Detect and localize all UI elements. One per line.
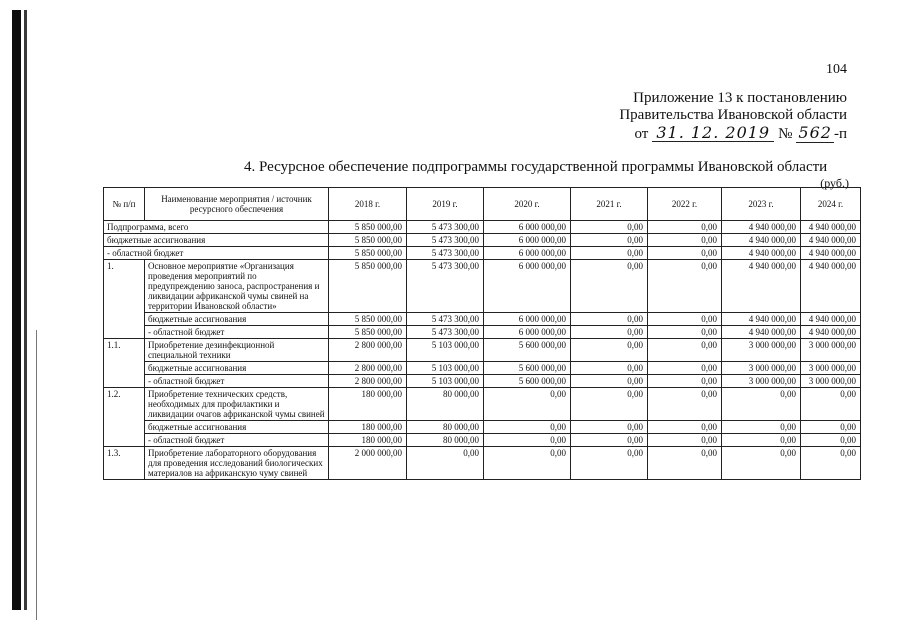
- table-cell-value: 0,00: [648, 434, 722, 447]
- summary-row-label: Подпрограмма, всего: [104, 221, 329, 234]
- table-cell-value: 5 473 300,00: [407, 313, 484, 326]
- funding-source-label: - областной бюджет: [145, 434, 329, 447]
- activity-number: 1.: [104, 260, 145, 339]
- table-cell-value: 0,00: [648, 221, 722, 234]
- table-cell-value: 0,00: [801, 447, 861, 480]
- activity-name: Приобретение технических средств, необходимых для профилактики и ликвидации очагов африканской чумы свиней: [145, 388, 329, 421]
- header-2019: 2019 г.: [407, 188, 484, 221]
- table-cell-value: 0,00: [722, 388, 801, 421]
- header-2021: 2021 г.: [571, 188, 648, 221]
- activity-number: 1.1.: [104, 339, 145, 388]
- units-label: (руб.): [820, 176, 849, 190]
- header-2018: 2018 г.: [329, 188, 407, 221]
- table-cell-value: 0,00: [648, 388, 722, 421]
- table-cell-value: 80 000,00: [407, 421, 484, 434]
- activity-row: [104, 388, 861, 421]
- table-cell-value: 5 850 000,00: [329, 260, 407, 313]
- table-cell-value: 5 103 000,00: [407, 375, 484, 388]
- appendix-line-2: Правительства Ивановской области: [619, 107, 847, 123]
- header-num: № п/п: [104, 188, 145, 221]
- handwritten-number: 562: [798, 123, 832, 142]
- header-2024: 2024 г.: [801, 188, 861, 221]
- resource-table: [103, 187, 861, 480]
- table-cell-value: 5 103 000,00: [407, 362, 484, 375]
- table-cell-value: 3 000 000,00: [722, 339, 801, 362]
- table-cell-value: 0,00: [571, 326, 648, 339]
- table-cell-value: 0,00: [571, 221, 648, 234]
- table-cell-value: 0,00: [801, 421, 861, 434]
- table-cell-value: 0,00: [648, 247, 722, 260]
- from-label: от: [634, 126, 649, 142]
- table-cell-value: 4 940 000,00: [801, 234, 861, 247]
- funding-source-row: [104, 434, 861, 447]
- table-cell-value: 0,00: [484, 434, 571, 447]
- table-cell-value: 0,00: [484, 388, 571, 421]
- table-header-row: [104, 188, 861, 221]
- table-cell-value: 5 473 300,00: [407, 326, 484, 339]
- table-cell-value: 5 473 300,00: [407, 221, 484, 234]
- table-cell-value: 0,00: [571, 375, 648, 388]
- table-cell-value: 80 000,00: [407, 434, 484, 447]
- table-cell-value: 5 850 000,00: [329, 326, 407, 339]
- table-cell-value: 3 000 000,00: [801, 339, 861, 362]
- table-cell-value: 180 000,00: [329, 421, 407, 434]
- table-cell-value: 4 940 000,00: [801, 247, 861, 260]
- table-cell-value: 0,00: [722, 447, 801, 480]
- table-cell-value: 0,00: [407, 447, 484, 480]
- scan-edge-shadow: [12, 10, 21, 610]
- appendix-line-1: Приложение 13 к постановлению: [633, 90, 847, 106]
- table-cell-value: 5 850 000,00: [329, 247, 407, 260]
- activity-number: 1.3.: [104, 447, 145, 480]
- table-cell-value: 4 940 000,00: [801, 313, 861, 326]
- funding-source-label: бюджетные ассигнования: [145, 362, 329, 375]
- activity-row: [104, 447, 861, 480]
- table-cell-value: 80 000,00: [407, 388, 484, 421]
- table-cell-value: 0,00: [648, 421, 722, 434]
- scan-edge-shadow-secondary: [24, 10, 27, 610]
- activity-name: Основное мероприятие «Организация проведения мероприятий по предупреждению заноса, распространения и ликвидации африканской чумы свиней на территории Ивановской области»: [145, 260, 329, 313]
- funding-source-row: [104, 326, 861, 339]
- table-cell-value: 0,00: [484, 421, 571, 434]
- table-cell-value: 0,00: [648, 447, 722, 480]
- table-cell-value: 180 000,00: [329, 434, 407, 447]
- table-cell-value: 2 800 000,00: [329, 375, 407, 388]
- table-cell-value: 0,00: [801, 388, 861, 421]
- table-cell-value: 2 800 000,00: [329, 362, 407, 375]
- table-cell-value: 0,00: [571, 247, 648, 260]
- table-cell-value: 0,00: [648, 234, 722, 247]
- summary-row: [104, 247, 861, 260]
- table-cell-value: 5 473 300,00: [407, 260, 484, 313]
- table-body: [104, 221, 861, 480]
- table-cell-value: 0,00: [571, 434, 648, 447]
- table-cell-value: 0,00: [484, 447, 571, 480]
- table-cell-value: 0,00: [648, 260, 722, 313]
- table-cell-value: 5 850 000,00: [329, 234, 407, 247]
- summary-row: [104, 221, 861, 234]
- table-cell-value: 6 000 000,00: [484, 260, 571, 313]
- funding-source-row: [104, 362, 861, 375]
- page-number: 104: [826, 62, 847, 77]
- header-2022: 2022 г.: [648, 188, 722, 221]
- table-cell-value: 0,00: [722, 421, 801, 434]
- table-cell-value: 0,00: [571, 234, 648, 247]
- funding-source-row: [104, 421, 861, 434]
- table-cell-value: 6 000 000,00: [484, 221, 571, 234]
- table-cell-value: 0,00: [571, 313, 648, 326]
- table-cell-value: 5 600 000,00: [484, 375, 571, 388]
- table-cell-value: 0,00: [571, 388, 648, 421]
- funding-source-row: [104, 375, 861, 388]
- table-cell-value: 0,00: [648, 326, 722, 339]
- table-cell-value: 6 000 000,00: [484, 247, 571, 260]
- number-suffix: -п: [833, 126, 847, 142]
- header-name: Наименование мероприятия / источник ресурсного обеспечения: [145, 188, 329, 221]
- table-cell-value: 0,00: [571, 339, 648, 362]
- table-cell-value: 5 600 000,00: [484, 362, 571, 375]
- activity-row: [104, 339, 861, 362]
- table-cell-value: 5 473 300,00: [407, 247, 484, 260]
- table-cell-value: 2 800 000,00: [329, 339, 407, 362]
- table-cell-value: 5 103 000,00: [407, 339, 484, 362]
- activity-name: Приобретение дезинфекционной специальной техники: [145, 339, 329, 362]
- table-cell-value: 0,00: [648, 339, 722, 362]
- table-cell-value: 4 940 000,00: [722, 247, 801, 260]
- table-cell-value: 0,00: [571, 362, 648, 375]
- table-cell-value: 4 940 000,00: [801, 260, 861, 313]
- table-cell-value: 0,00: [571, 447, 648, 480]
- summary-row-label: - областной бюджет: [104, 247, 329, 260]
- table-cell-value: 5 473 300,00: [407, 234, 484, 247]
- table-cell-value: 4 940 000,00: [801, 221, 861, 234]
- table-cell-value: 5 600 000,00: [484, 339, 571, 362]
- summary-row: [104, 234, 861, 247]
- funding-source-row: [104, 313, 861, 326]
- activity-row: [104, 260, 861, 313]
- table-cell-value: 4 940 000,00: [722, 260, 801, 313]
- handwritten-date: 31. 12. 2019: [652, 124, 774, 142]
- table-cell-value: 5 850 000,00: [329, 221, 407, 234]
- table-cell-value: 3 000 000,00: [801, 375, 861, 388]
- table-cell-value: 0,00: [571, 421, 648, 434]
- table-cell-value: 3 000 000,00: [801, 362, 861, 375]
- activity-number: 1.2.: [104, 388, 145, 447]
- appendix-date-line: [634, 124, 847, 143]
- table-cell-value: 4 940 000,00: [722, 234, 801, 247]
- table-cell-value: 0,00: [648, 375, 722, 388]
- funding-source-label: - областной бюджет: [145, 326, 329, 339]
- number-label: №: [778, 126, 793, 142]
- table-cell-value: 0,00: [648, 313, 722, 326]
- activity-name: Приобретение лабораторного оборудования для проведения исследований биологических материалов на африканскую чуму свиней: [145, 447, 329, 480]
- header-2020: 2020 г.: [484, 188, 571, 221]
- table-cell-value: 4 940 000,00: [722, 326, 801, 339]
- appendix-header: [619, 90, 847, 143]
- table-cell-value: 3 000 000,00: [722, 362, 801, 375]
- table-cell-value: 5 850 000,00: [329, 313, 407, 326]
- table-cell-value: 4 940 000,00: [801, 326, 861, 339]
- table-cell-value: 4 940 000,00: [722, 313, 801, 326]
- table-cell-value: 0,00: [648, 362, 722, 375]
- table-cell-value: 0,00: [571, 260, 648, 313]
- table-cell-value: 2 000 000,00: [329, 447, 407, 480]
- funding-source-label: бюджетные ассигнования: [145, 421, 329, 434]
- summary-row-label: бюджетные ассигнования: [104, 234, 329, 247]
- scan-edge-line: [36, 330, 37, 620]
- table-cell-value: 0,00: [801, 434, 861, 447]
- table-cell-value: 6 000 000,00: [484, 326, 571, 339]
- table-cell-value: 6 000 000,00: [484, 234, 571, 247]
- funding-source-label: бюджетные ассигнования: [145, 313, 329, 326]
- header-2023: 2023 г.: [722, 188, 801, 221]
- table-cell-value: 6 000 000,00: [484, 313, 571, 326]
- funding-source-label: - областной бюджет: [145, 375, 329, 388]
- table-cell-value: 4 940 000,00: [722, 221, 801, 234]
- table-cell-value: 180 000,00: [329, 388, 407, 421]
- table-cell-value: 0,00: [722, 434, 801, 447]
- section-title: 4. Ресурсное обеспечение подпрограммы государственной программы Ивановской области: [244, 159, 828, 175]
- table-cell-value: 3 000 000,00: [722, 375, 801, 388]
